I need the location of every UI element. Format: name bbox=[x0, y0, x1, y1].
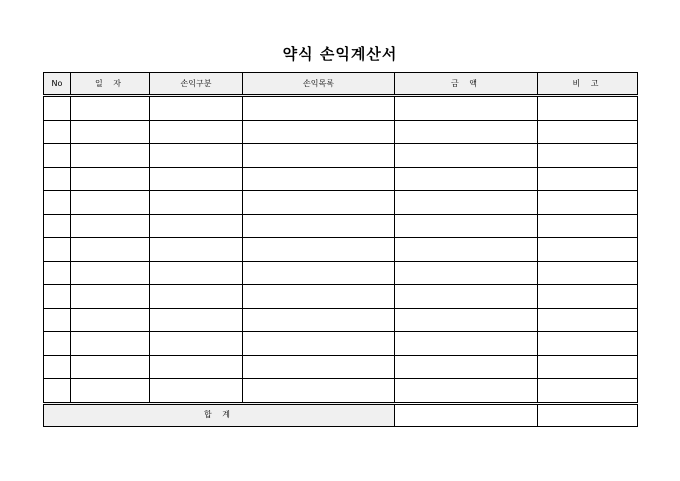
cell-date[interactable] bbox=[71, 308, 150, 332]
cell-date[interactable] bbox=[71, 167, 150, 191]
cell-date[interactable] bbox=[71, 285, 150, 309]
cell-category[interactable] bbox=[150, 144, 243, 168]
table-row bbox=[44, 332, 638, 356]
cell-no[interactable] bbox=[44, 285, 71, 309]
cell-no[interactable] bbox=[44, 96, 71, 121]
total-remarks-cell[interactable] bbox=[538, 403, 638, 426]
cell-no[interactable] bbox=[44, 191, 71, 215]
cell-category[interactable] bbox=[150, 238, 243, 262]
table-body bbox=[44, 96, 638, 404]
cell-remarks[interactable] bbox=[538, 96, 638, 121]
cell-no[interactable] bbox=[44, 120, 71, 144]
table-row bbox=[44, 308, 638, 332]
cell-item[interactable] bbox=[243, 332, 395, 356]
cell-amount[interactable] bbox=[395, 238, 538, 262]
cell-date[interactable] bbox=[71, 355, 150, 379]
cell-item[interactable] bbox=[243, 238, 395, 262]
profit-loss-table bbox=[43, 72, 638, 427]
cell-category[interactable] bbox=[150, 96, 243, 121]
cell-remarks[interactable] bbox=[538, 285, 638, 309]
cell-item[interactable] bbox=[243, 285, 395, 309]
cell-no[interactable] bbox=[44, 214, 71, 238]
cell-date[interactable] bbox=[71, 120, 150, 144]
cell-no[interactable] bbox=[44, 144, 71, 168]
cell-amount[interactable] bbox=[395, 191, 538, 215]
table-row bbox=[44, 96, 638, 121]
cell-remarks[interactable] bbox=[538, 332, 638, 356]
header-remarks: 비 고 bbox=[538, 73, 638, 96]
header-amount: 금 액 bbox=[395, 73, 538, 96]
cell-no[interactable] bbox=[44, 379, 71, 404]
cell-category[interactable] bbox=[150, 285, 243, 309]
cell-remarks[interactable] bbox=[538, 191, 638, 215]
cell-date[interactable] bbox=[71, 214, 150, 238]
cell-date[interactable] bbox=[71, 261, 150, 285]
cell-remarks[interactable] bbox=[538, 144, 638, 168]
table-row bbox=[44, 120, 638, 144]
cell-amount[interactable] bbox=[395, 285, 538, 309]
cell-category[interactable] bbox=[150, 191, 243, 215]
cell-amount[interactable] bbox=[395, 96, 538, 121]
table-row bbox=[44, 355, 638, 379]
cell-amount[interactable] bbox=[395, 261, 538, 285]
table-row bbox=[44, 214, 638, 238]
cell-amount[interactable] bbox=[395, 214, 538, 238]
cell-category[interactable] bbox=[150, 355, 243, 379]
cell-remarks[interactable] bbox=[538, 214, 638, 238]
cell-date[interactable] bbox=[71, 96, 150, 121]
cell-item[interactable] bbox=[243, 379, 395, 404]
cell-remarks[interactable] bbox=[538, 261, 638, 285]
cell-item[interactable] bbox=[243, 355, 395, 379]
total-label: 합 계 bbox=[44, 403, 395, 426]
cell-no[interactable] bbox=[44, 355, 71, 379]
cell-date[interactable] bbox=[71, 238, 150, 262]
cell-amount[interactable] bbox=[395, 308, 538, 332]
cell-amount[interactable] bbox=[395, 355, 538, 379]
cell-remarks[interactable] bbox=[538, 120, 638, 144]
cell-no[interactable] bbox=[44, 308, 71, 332]
cell-item[interactable] bbox=[243, 144, 395, 168]
cell-date[interactable] bbox=[71, 332, 150, 356]
cell-date[interactable] bbox=[71, 191, 150, 215]
cell-category[interactable] bbox=[150, 120, 243, 144]
cell-category[interactable] bbox=[150, 379, 243, 404]
cell-item[interactable] bbox=[243, 167, 395, 191]
cell-category[interactable] bbox=[150, 214, 243, 238]
cell-category[interactable] bbox=[150, 167, 243, 191]
cell-item[interactable] bbox=[243, 261, 395, 285]
table-row bbox=[44, 167, 638, 191]
table-row bbox=[44, 191, 638, 215]
cell-amount[interactable] bbox=[395, 167, 538, 191]
table-row bbox=[44, 379, 638, 404]
cell-category[interactable] bbox=[150, 261, 243, 285]
header-item: 손익목록 bbox=[243, 73, 395, 96]
cell-amount[interactable] bbox=[395, 120, 538, 144]
header-date: 일 자 bbox=[71, 73, 150, 96]
cell-no[interactable] bbox=[44, 332, 71, 356]
cell-item[interactable] bbox=[243, 214, 395, 238]
cell-item[interactable] bbox=[243, 191, 395, 215]
cell-item[interactable] bbox=[243, 308, 395, 332]
cell-no[interactable] bbox=[44, 261, 71, 285]
header-no: No bbox=[44, 73, 71, 96]
cell-no[interactable] bbox=[44, 167, 71, 191]
table-header-row bbox=[44, 73, 638, 96]
table-row bbox=[44, 285, 638, 309]
cell-date[interactable] bbox=[71, 379, 150, 404]
cell-category[interactable] bbox=[150, 308, 243, 332]
cell-amount[interactable] bbox=[395, 332, 538, 356]
cell-remarks[interactable] bbox=[538, 355, 638, 379]
table-row bbox=[44, 261, 638, 285]
cell-category[interactable] bbox=[150, 332, 243, 356]
cell-item[interactable] bbox=[243, 96, 395, 121]
cell-remarks[interactable] bbox=[538, 167, 638, 191]
table-row bbox=[44, 144, 638, 168]
cell-amount[interactable] bbox=[395, 379, 538, 404]
cell-remarks[interactable] bbox=[538, 379, 638, 404]
total-amount-cell[interactable] bbox=[395, 403, 538, 426]
cell-remarks[interactable] bbox=[538, 308, 638, 332]
total-row bbox=[44, 403, 638, 426]
cell-date[interactable] bbox=[71, 144, 150, 168]
table-row bbox=[44, 238, 638, 262]
cell-amount[interactable] bbox=[395, 144, 538, 168]
cell-item[interactable] bbox=[243, 120, 395, 144]
cell-remarks[interactable] bbox=[538, 238, 638, 262]
header-category: 손익구분 bbox=[150, 73, 243, 96]
page-title: 약식 손익계산서 bbox=[282, 45, 398, 63]
cell-no[interactable] bbox=[44, 238, 71, 262]
